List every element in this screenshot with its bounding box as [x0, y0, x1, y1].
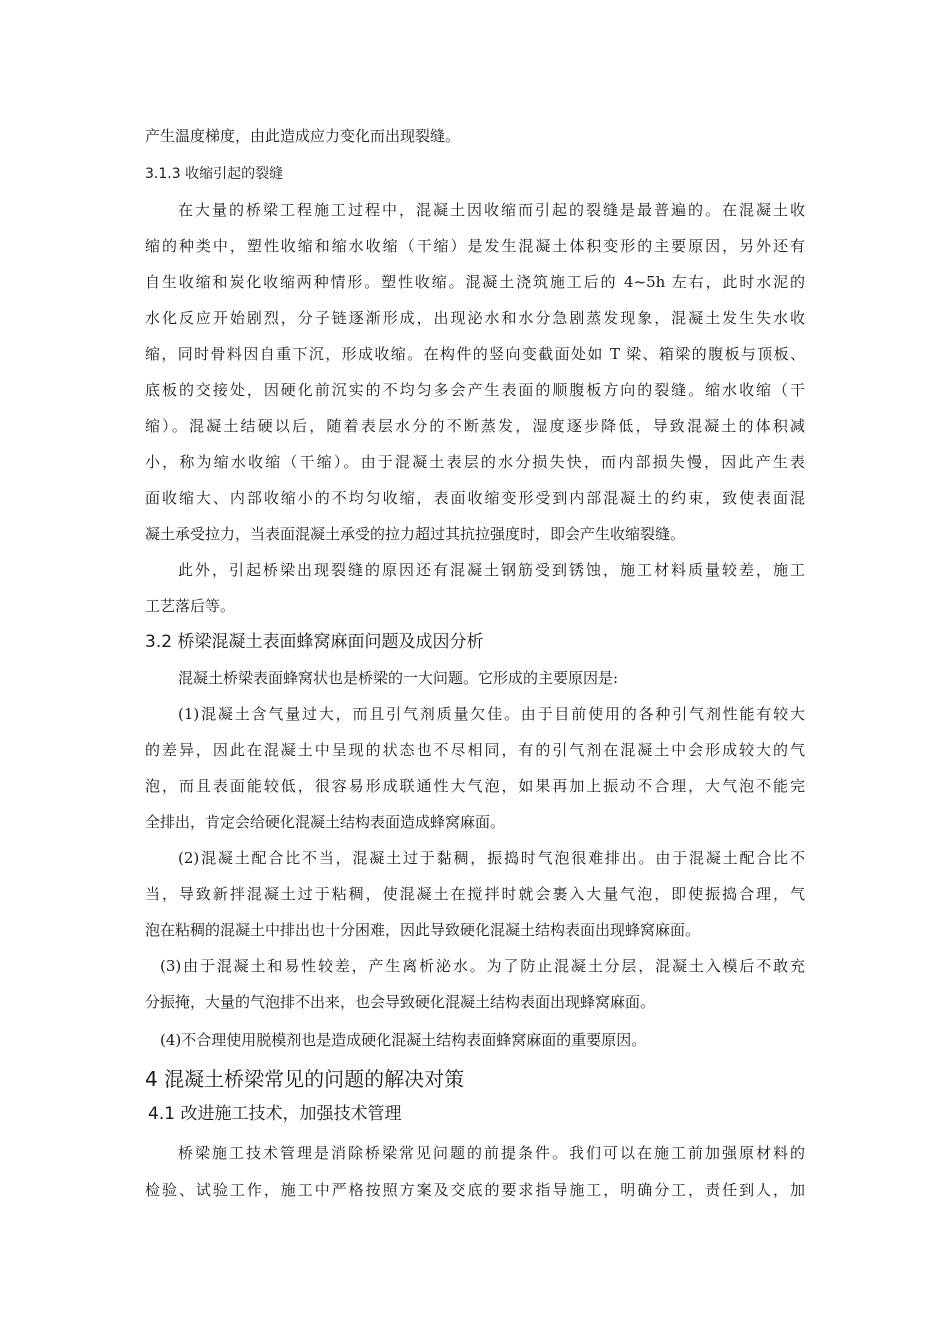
paragraph-line: (1)混凝土含气量过大，而且引气剂质量欠佳。由于目前使用的各种引气剂性能有较大	[178, 705, 805, 723]
paragraph-line: 的差异，因此在混凝土中呈现的状态也不尽相同，有的引气剂在混凝土中会形成较大的气	[145, 741, 805, 759]
paragraph-line: 工艺落后等。	[145, 597, 236, 615]
paragraph-line: (4)不合理使用脱模剂也是造成硬化混凝土结构表面蜂窝麻面的重要原因。	[160, 1031, 647, 1049]
chapter-heading-4: 4 混凝土桥梁常见的问题的解决对策	[145, 1067, 465, 1091]
paragraph-line: 当，导致新拌混凝土过于粘稠，使混凝土在搅拌时就会裹入大量气泡，即使振捣合理，气	[145, 885, 805, 903]
paragraph-line: (3)由于混凝土和易性较差，产生离析泌水。为了防止混凝土分层，混凝土入模后不敢充	[160, 957, 805, 975]
paragraph-line: 小，称为缩水收缩（干缩）。由于混凝土表层的水分损失快，而内部损失慢，因此产生表	[145, 453, 805, 471]
paragraph-line: 缩的种类中，塑性收缩和缩水收缩（干缩）是发生混凝土体积变形的主要原因，另外还有	[145, 237, 805, 255]
paragraph-line: 全排出，肯定会给硬化混凝土结构表面造成蜂窝麻面。	[145, 813, 506, 831]
paragraph-line: 检验、试验工作，施工中严格按照方案及交底的要求指导施工，明确分工，责任到人，加	[145, 1181, 805, 1199]
paragraph-line: 桥梁施工技术管理是消除桥梁常见问题的前提条件。我们可以在施工前加强原材料的	[178, 1144, 805, 1162]
paragraph-line: (2)混凝土配合比不当，混凝土过于黏稠，振捣时气泡很难排出。由于混凝土配合比不	[178, 849, 805, 867]
paragraph-line: 泡，而且表面能较低，很容易形成联通性大气泡，如果再加上振动不合理，大气泡不能完	[145, 777, 805, 795]
paragraph-line: 水化反应开始剧烈，分子链逐渐形成，出现泌水和水分急剧蒸发现象，混凝土发生失水收	[145, 309, 805, 327]
paragraph-line: 缩，同时骨料因自重下沉，形成收缩。在构件的竖向变截面处如 T 梁、箱梁的腹板与顶板、	[145, 345, 805, 363]
section-heading-3-2: 3.2 桥梁混凝土表面蜂窝麻面问题及成因分析	[145, 632, 484, 652]
paragraph-line: 凝土承受拉力，当表面混凝土承受的拉力超过其抗拉强度时，即会产生收缩裂缝。	[145, 525, 686, 543]
section-heading-3-1-3: 3.1.3 收缩引起的裂缝	[145, 166, 284, 182]
paragraph-line: 此外，引起桥梁出现裂缝的原因还有混凝土钢筋受到锈蚀，施工材料质量较差，施工	[178, 561, 805, 579]
paragraph-line: 缩）。混凝土结硬以后，随着表层水分的不断蒸发，湿度逐步降低，导致混凝土的体积减	[145, 417, 805, 435]
paragraph-line: 混凝土桥梁表面蜂窝状也是桥梁的一大问题。它形成的主要原因是:	[178, 669, 619, 687]
paragraph-line: 在大量的桥梁工程施工过程中，混凝土因收缩而引起的裂缝是最普遍的。在混凝土收	[178, 201, 805, 219]
paragraph-line: 产生温度梯度，由此造成应力变化而出现裂缝。	[145, 127, 461, 145]
paragraph-line: 底板的交接处，因硬化前沉实的不均匀多会产生表面的顺腹板方向的裂缝。缩水收缩（干	[145, 381, 805, 399]
paragraph-line: 自生收缩和炭化收缩两种情形。塑性收缩。混凝土浇筑施工后的 4~5h 左右，此时水泥的	[145, 273, 805, 291]
paragraph-line: 泡在粘稠的混凝土中排出也十分困难，因此导致硬化混凝土结构表面出现蜂窝麻面。	[145, 921, 701, 939]
paragraph-line: 分振掩，大量的气泡排不出来，也会导致硬化混凝土结构表面出现蜂窝麻面。	[145, 993, 656, 1011]
paragraph-line: 面收缩大、内部收缩小的不均匀收缩，表面收缩变形受到内部混凝土的约束，致使表面混	[145, 489, 805, 507]
section-heading-4-1: 4.1 改进施工技术，加强技术管理	[148, 1104, 402, 1124]
